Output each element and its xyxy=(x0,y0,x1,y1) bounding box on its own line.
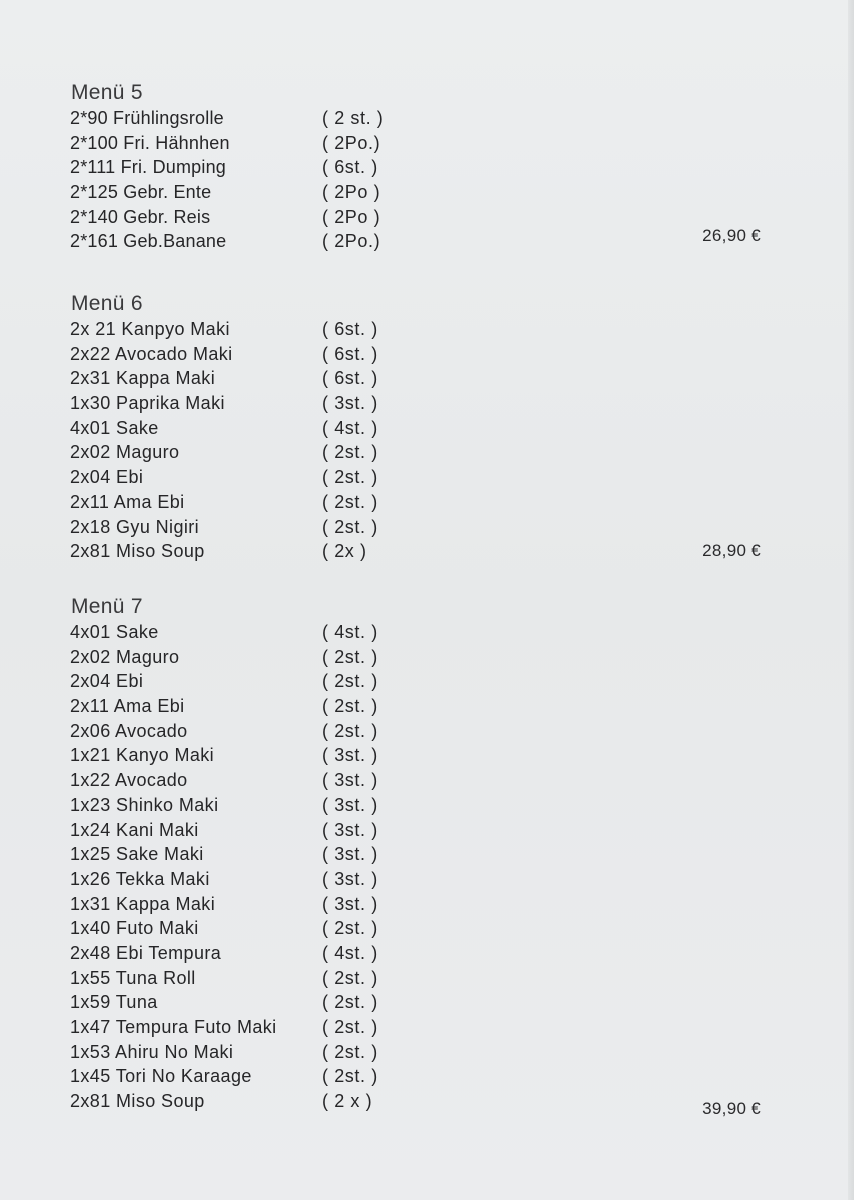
item-name: 1x26 Tekka Maki xyxy=(70,868,210,889)
menu-5-price: 26,90 € xyxy=(702,226,761,245)
item-quantity: ( 2st. ) xyxy=(322,442,378,463)
page-edge-shadow xyxy=(848,0,854,1200)
menu-item xyxy=(70,867,770,892)
item-name: 2x48 Ebi Tempura xyxy=(70,942,222,963)
menu-item xyxy=(70,1040,770,1065)
menu-item xyxy=(70,229,770,254)
item-quantity: ( 2st. ) xyxy=(322,918,378,939)
item-quantity: ( 3st. ) xyxy=(322,844,378,865)
item-name: 1x53 Ahiru No Maki xyxy=(70,1041,234,1062)
item-quantity: ( 2st. ) xyxy=(322,671,378,692)
item-name: 1x22 Avocado xyxy=(70,770,188,791)
menu-item xyxy=(70,106,770,131)
item-quantity: ( 4st. ) xyxy=(322,417,378,438)
menu-item xyxy=(70,941,770,966)
item-name: 2x31 Kappa Maki xyxy=(70,368,216,389)
item-quantity: ( 2x ) xyxy=(322,541,367,562)
item-name: 2x 21 Kanpyo Maki xyxy=(70,319,230,339)
menu-item xyxy=(70,990,770,1015)
item-name: 4x01 Sake xyxy=(70,417,159,438)
item-quantity: ( 2 st. ) xyxy=(322,108,384,128)
item-name: 1x31 Kappa Maki xyxy=(70,893,216,914)
menu-6-price: 28,90 € xyxy=(702,541,761,560)
menu-item xyxy=(70,1089,770,1114)
menu-6-title: Menü 6 xyxy=(71,292,143,315)
menu-item xyxy=(70,842,770,867)
item-quantity: ( 3st. ) xyxy=(322,893,378,914)
item-name: 2x06 Avocado xyxy=(70,720,188,741)
menu-5-section xyxy=(70,80,770,254)
menu-item xyxy=(70,342,770,367)
item-name: 2x11 Ama Ebi xyxy=(70,696,185,717)
menu-7-section xyxy=(70,594,770,1118)
item-quantity: ( 2st. ) xyxy=(322,1041,378,1062)
menu-item xyxy=(70,440,770,465)
item-name: 2*100 Fri. Hähnhen xyxy=(70,132,230,153)
item-quantity: ( 6st. ) xyxy=(322,368,378,389)
menu-item xyxy=(70,416,770,441)
item-name: 1x47 Tempura Futo Maki xyxy=(70,1017,277,1037)
item-name: 1x59 Tuna xyxy=(70,992,158,1013)
item-name: 2*140 Gebr. Reis xyxy=(70,206,211,227)
item-name: 2x22 Avocado Maki xyxy=(70,343,233,364)
item-quantity: ( 3st. ) xyxy=(322,868,378,889)
menu-item xyxy=(70,818,770,843)
item-name: 2*125 Gebr. Ente xyxy=(70,182,212,203)
item-quantity: ( 2st. ) xyxy=(322,646,378,667)
menu-6-section xyxy=(70,291,770,564)
item-quantity: ( 2st. ) xyxy=(322,467,378,488)
menu-item xyxy=(70,465,770,490)
item-quantity: ( 3st. ) xyxy=(322,393,378,414)
item-quantity: ( 2st. ) xyxy=(322,696,378,717)
item-name: 1x45 Tori No Karaage xyxy=(70,1066,252,1087)
menu-item xyxy=(70,131,770,156)
item-name: 1x55 Tuna Roll xyxy=(70,967,196,988)
menu-item xyxy=(70,768,770,793)
item-quantity: ( 2Po.) xyxy=(322,132,381,153)
menu-item xyxy=(70,490,770,515)
item-quantity: ( 2Po ) xyxy=(322,182,381,203)
item-name: 2x81 Miso Soup xyxy=(70,541,205,562)
menu-7-title: Menü 7 xyxy=(71,595,143,618)
item-quantity: ( 2st. ) xyxy=(322,491,378,512)
item-name: 2x81 Miso Soup xyxy=(70,1091,205,1112)
item-name: 2*90 Frühlingsrolle xyxy=(70,108,224,128)
item-quantity: ( 2Po ) xyxy=(322,206,381,227)
menu-item xyxy=(70,620,770,645)
menu-item xyxy=(70,743,770,768)
menu-item xyxy=(70,916,770,941)
item-name: 2x02 Maguro xyxy=(70,646,180,667)
menu-item xyxy=(70,1064,770,1089)
item-quantity: ( 4st. ) xyxy=(322,942,378,963)
menu-item xyxy=(70,966,770,991)
item-quantity: ( 6st. ) xyxy=(322,319,378,339)
item-name: 2x04 Ebi xyxy=(70,467,144,488)
item-quantity: ( 2 x ) xyxy=(322,1091,373,1112)
menu-item xyxy=(70,719,770,744)
item-name: 4x01 Sake xyxy=(70,622,159,642)
item-name: 2*111 Fri. Dumping xyxy=(70,157,227,178)
item-quantity: ( 6st. ) xyxy=(322,343,378,364)
menu-item xyxy=(70,539,770,564)
menu-item xyxy=(70,180,770,205)
item-quantity: ( 2st. ) xyxy=(322,516,378,537)
item-quantity: ( 6st. ) xyxy=(322,157,378,178)
menu-item xyxy=(70,515,770,540)
menu-item xyxy=(70,205,770,230)
item-name: 2x11 Ama Ebi xyxy=(70,491,185,512)
item-name: 2*161 Geb.Banane xyxy=(70,231,227,252)
item-quantity: ( 2st. ) xyxy=(322,967,378,988)
item-quantity: ( 2st. ) xyxy=(322,1066,378,1087)
item-name: 1x21 Kanyo Maki xyxy=(70,745,215,766)
item-name: 2x04 Ebi xyxy=(70,671,144,692)
menu-item xyxy=(70,694,770,719)
menu-item xyxy=(70,391,770,416)
item-name: 2x18 Gyu Nigiri xyxy=(70,516,200,537)
menu-item xyxy=(70,669,770,694)
item-name: 2x02 Maguro xyxy=(70,442,180,463)
menu-item xyxy=(70,317,770,342)
menu-item xyxy=(70,1015,770,1040)
menu-item xyxy=(70,155,770,180)
item-name: 1x30 Paprika Maki xyxy=(70,393,225,414)
item-quantity: ( 4st. ) xyxy=(322,622,378,642)
menu-item xyxy=(70,366,770,391)
item-name: 1x24 Kani Maki xyxy=(70,819,199,840)
item-quantity: ( 2Po.) xyxy=(322,231,381,252)
item-quantity: ( 3st. ) xyxy=(322,819,378,840)
menu-7-price: 39,90 € xyxy=(702,1099,761,1118)
item-quantity: ( 3st. ) xyxy=(322,770,378,791)
item-name: 1x25 Sake Maki xyxy=(70,844,204,865)
item-quantity: ( 3st. ) xyxy=(322,794,378,815)
item-quantity: ( 2st. ) xyxy=(322,720,378,741)
item-quantity: ( 2st. ) xyxy=(322,1017,378,1037)
item-name: 1x23 Shinko Maki xyxy=(70,794,219,815)
menu-5-title: Menü 5 xyxy=(71,81,143,104)
item-quantity: ( 2st. ) xyxy=(322,992,378,1013)
menu-item xyxy=(70,645,770,670)
item-quantity: ( 3st. ) xyxy=(322,745,378,766)
item-name: 1x40 Futo Maki xyxy=(70,918,199,939)
menu-item xyxy=(70,793,770,818)
menu-item xyxy=(70,892,770,917)
